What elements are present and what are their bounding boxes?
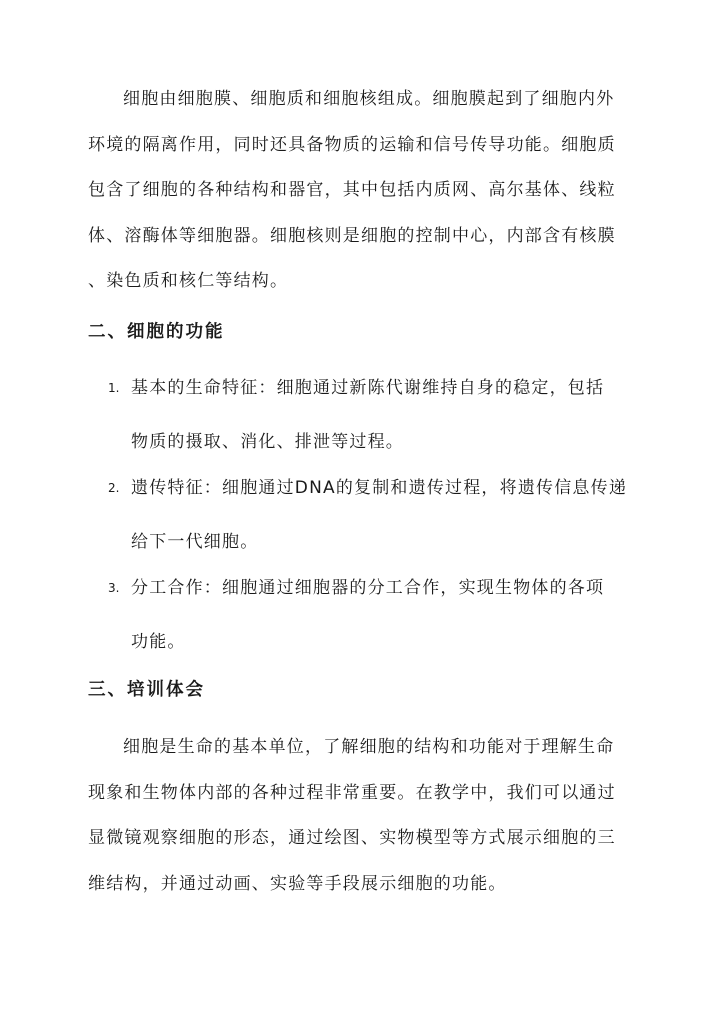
- list-item: [108, 566, 638, 665]
- reflection-paragraph: [88, 725, 636, 907]
- list-item-line: 物质的摄取、消化、排泄等过程。: [131, 431, 404, 452]
- paragraph-line: 细胞是生命的基本单位，了解细胞的结构和功能对于理解生命: [123, 737, 615, 757]
- list-item-line: 遗传特征：细胞通过DNA的复制和遗传过程，将遗传信息传递: [131, 478, 628, 498]
- section-heading-reflections: 三、培训体会: [88, 680, 205, 700]
- list-item-line: 功能。: [131, 631, 186, 652]
- section-heading-functions: 二、细胞的功能: [88, 322, 225, 342]
- list-item-number: 3.: [108, 581, 120, 595]
- list-item-number: 1.: [108, 381, 120, 395]
- paragraph-line: 现象和生物体内部的各种过程非常重要。在教学中，我们可以通过: [88, 782, 616, 803]
- list-item-line: 基本的生命特征：细胞通过新陈代谢维持自身的稳定，包括: [131, 378, 605, 398]
- intro-paragraph: [88, 77, 636, 305]
- list-item-number: 2.: [108, 481, 120, 495]
- paragraph-line: 环境的隔离作用，同时还具备物质的运输和信号传导功能。细胞质: [88, 134, 616, 155]
- paragraph-line: 显微镜观察细胞的形态，通过绘图、实物模型等方式展示细胞的三: [88, 828, 616, 848]
- paragraph-line: 包含了细胞的各种结构和器官，其中包括内质网、高尔基体、线粒: [88, 180, 616, 200]
- paragraph-line: 细胞由细胞膜、细胞质和细胞核组成。细胞膜起到了细胞内外: [123, 89, 615, 109]
- paragraph-line: 、染色质和核仁等结构。: [88, 271, 289, 291]
- list-item: [108, 466, 638, 565]
- list-item: [108, 366, 638, 465]
- paragraph-line: 体、溶酶体等细胞器。细胞核则是细胞的控制中心，内部含有核膜: [88, 225, 616, 246]
- paragraph-line: 维结构，并通过动画、实验等手段展示细胞的功能。: [88, 873, 507, 894]
- list-item-line: 分工合作：细胞通过细胞器的分工合作，实现生物体的各项: [131, 578, 605, 598]
- list-item-line: 给下一代细胞。: [131, 531, 259, 552]
